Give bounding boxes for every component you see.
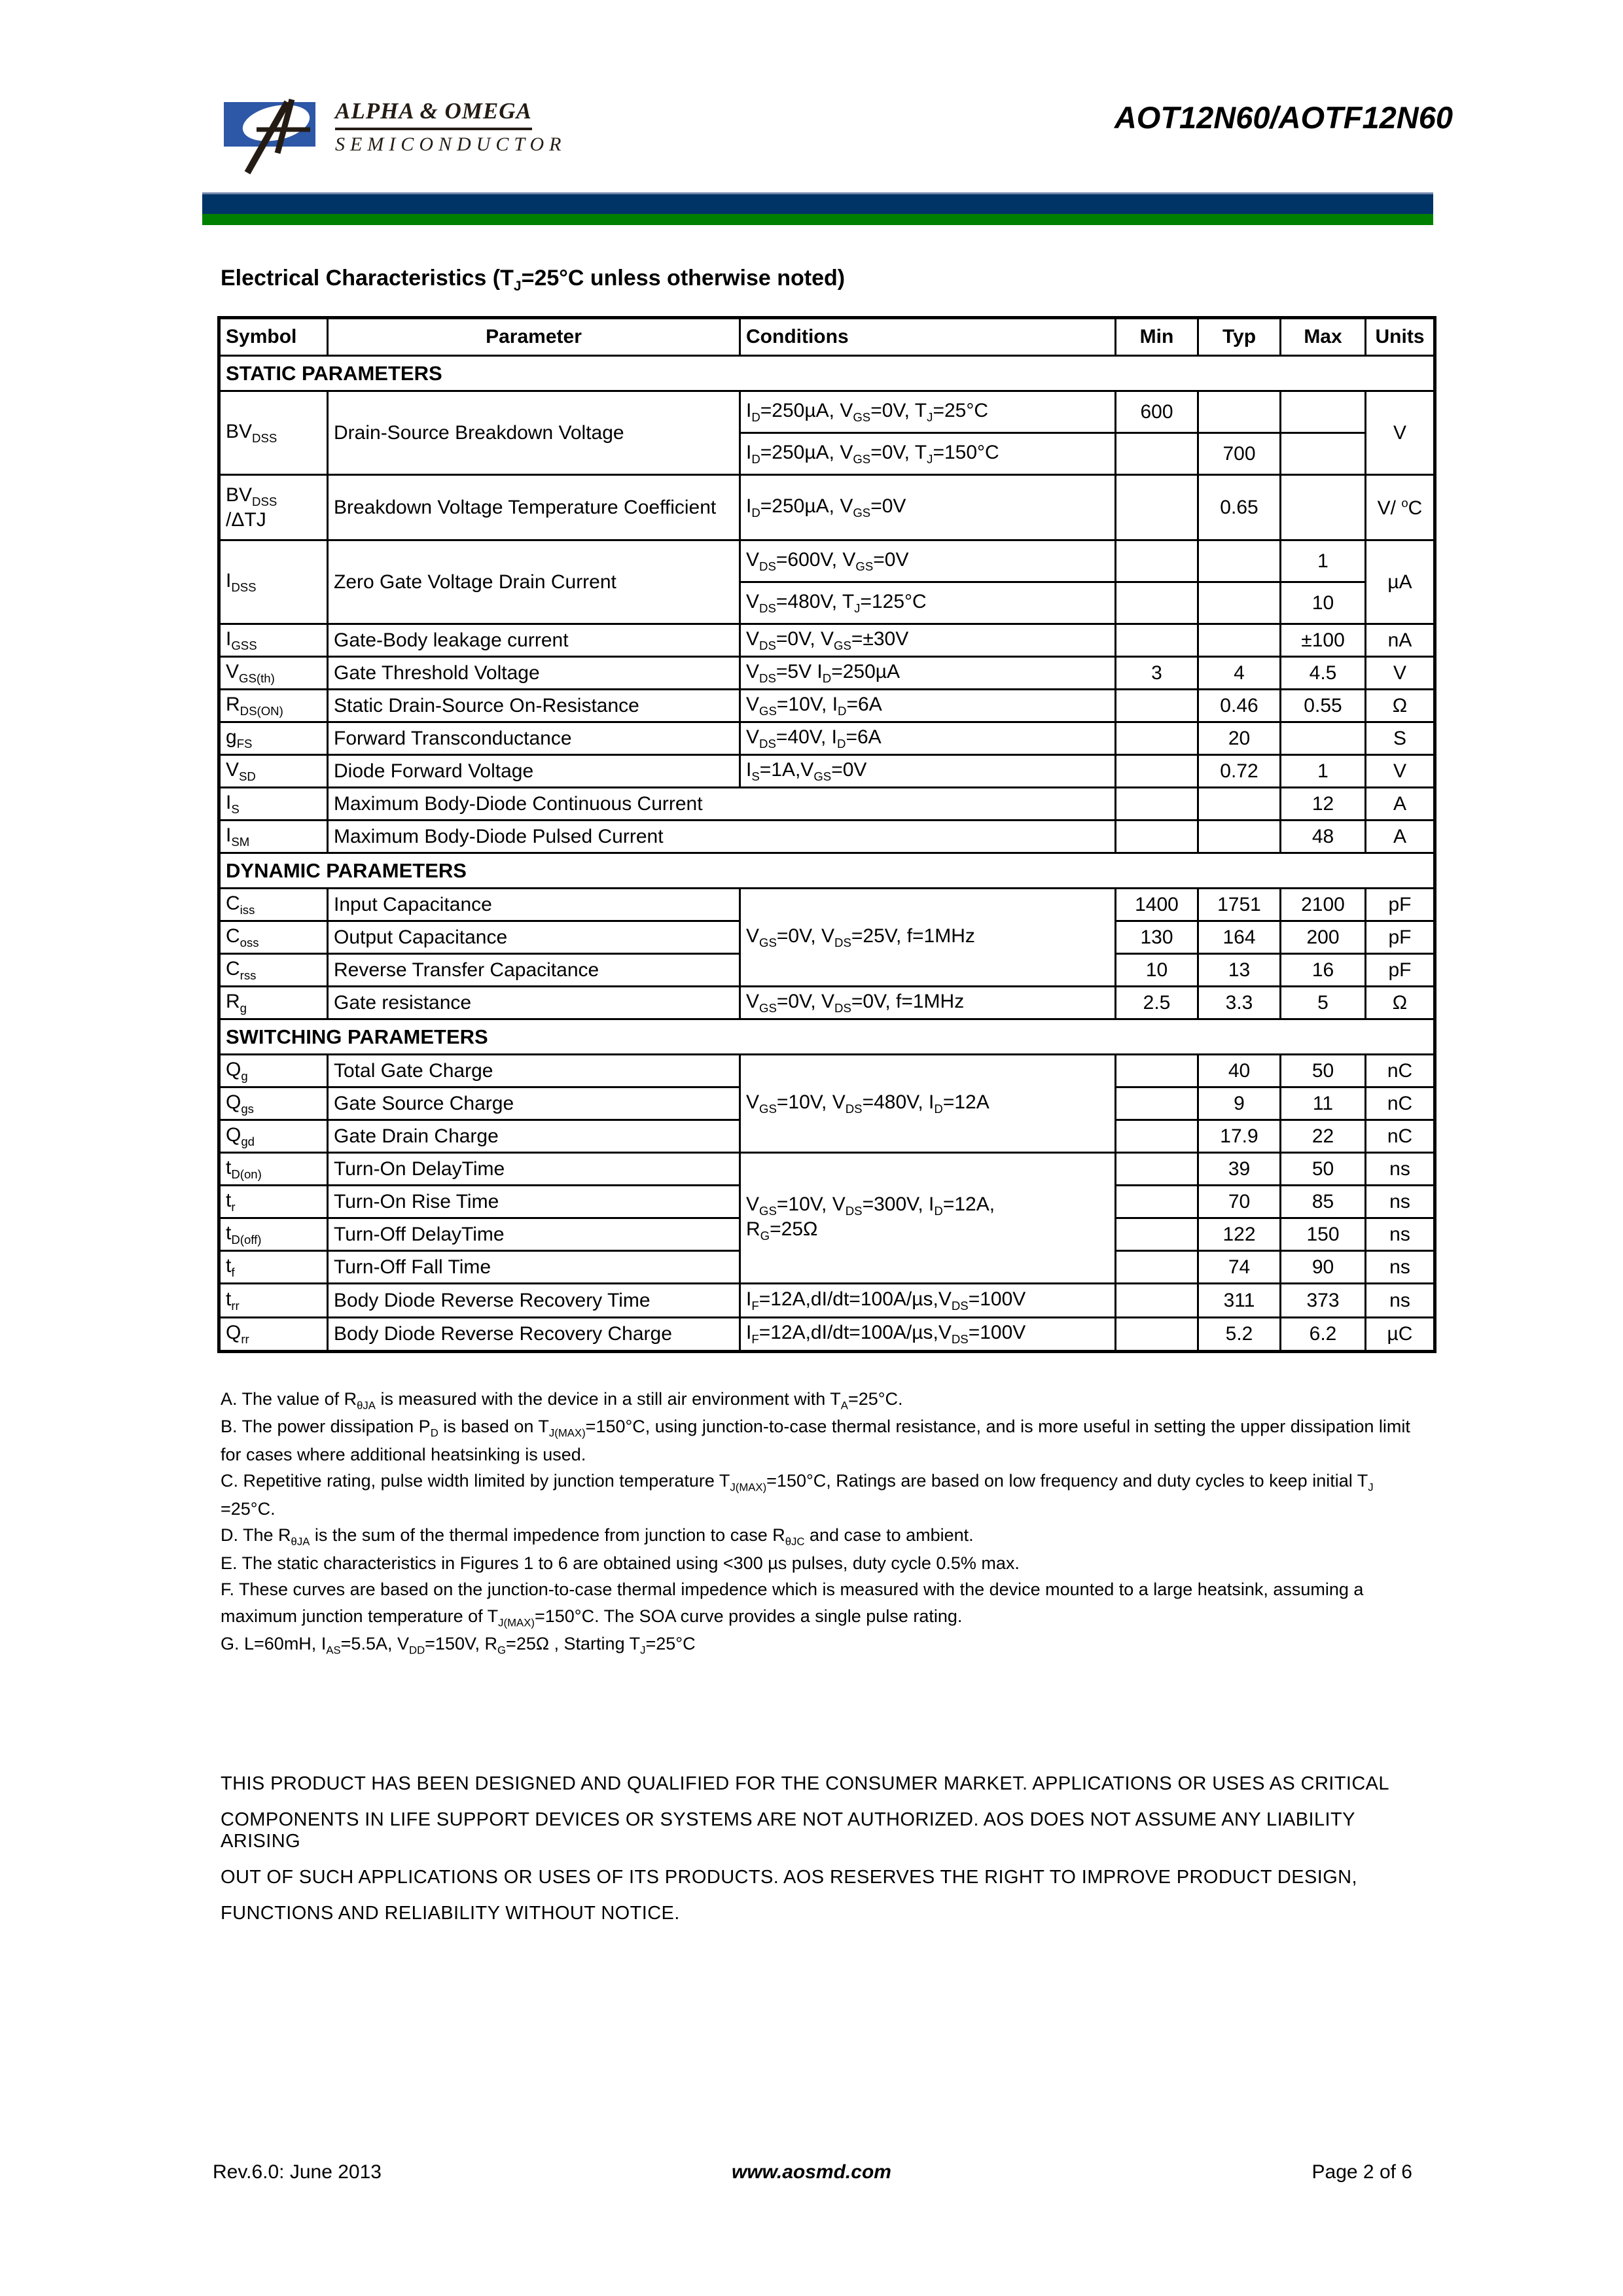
table-cell: Turn-Off Fall Time xyxy=(328,1251,740,1284)
table-cell: $t_{D(off)}$ xyxy=(219,1218,328,1251)
table-cell: Output Capacitance xyxy=(328,921,740,954)
table-cell: 1 xyxy=(1281,540,1366,582)
footnote: E. The static characteristics in Figures 1 to 6 are obtained using <300 µs pulses, duty cycle 0.5% max. xyxy=(221,1553,1020,1573)
table-cell: ns xyxy=(1366,1251,1435,1284)
table-cell: 2.5 xyxy=(1116,987,1198,1019)
table-cell: $BV_{DSS}$ /ΔTJ xyxy=(219,475,328,540)
table-row xyxy=(219,987,1435,1019)
table-cell: Breakdown Voltage Temperature Coefficient xyxy=(328,475,740,540)
table-cell: A xyxy=(1366,788,1435,821)
column-header: Min xyxy=(1116,318,1198,356)
table-cell: 600 xyxy=(1116,391,1198,433)
table-cell xyxy=(1116,1218,1198,1251)
table-cell: $Q_{gd}$ xyxy=(219,1120,328,1153)
column-header: Typ xyxy=(1198,318,1281,356)
table-cell: nC xyxy=(1366,1055,1435,1087)
table-cell: pF xyxy=(1366,889,1435,921)
table-cell: µA xyxy=(1366,540,1435,624)
disclaimer-line: FUNCTIONS AND RELIABILITY WITHOUT NOTICE. xyxy=(221,1903,680,1924)
table-row xyxy=(219,1055,1435,1087)
table-row xyxy=(219,391,1435,433)
table-cell xyxy=(1281,475,1366,540)
part-number: AOT12N60/AOTF12N60 xyxy=(1114,100,1453,135)
table-cell: 5.2 xyxy=(1198,1318,1281,1352)
footnote: A. The value of $R_{\theta JA}$ is measured with the device in a still air environment with $T_A=25^\circ C$. xyxy=(221,1389,903,1412)
table-cell: ns xyxy=(1366,1284,1435,1318)
table-cell: 39 xyxy=(1198,1153,1281,1186)
table-cell: V xyxy=(1366,657,1435,690)
table-cell: 164 xyxy=(1198,921,1281,954)
table-cell: 6.2 xyxy=(1281,1318,1366,1352)
table-cell xyxy=(1116,1284,1198,1318)
table-cell: $V_{GS}=10V$, $I_D=6A$ xyxy=(740,690,1116,722)
table-cell: $I_D=250\mu A$, $V_{GS}=0V$, $T_J=25^\circ C$ xyxy=(740,391,1116,433)
table-cell xyxy=(1116,624,1198,657)
table-row xyxy=(219,821,1435,853)
section-row xyxy=(219,356,1435,391)
table-cell: Static Drain-Source On-Resistance xyxy=(328,690,740,722)
disclaimer-line: THIS PRODUCT HAS BEEN DESIGNED AND QUALIFIED FOR THE CONSUMER MARKET. APPLICATIONS OR USES AS CRITICAL xyxy=(221,1773,1389,1794)
table-cell xyxy=(1281,433,1366,475)
table-row xyxy=(219,1153,1435,1186)
table-cell: 4.5 xyxy=(1281,657,1366,690)
table-cell: Gate Drain Charge xyxy=(328,1120,740,1153)
table-cell: 700 xyxy=(1198,433,1281,475)
table-cell xyxy=(1198,540,1281,582)
table-cell: 1 xyxy=(1281,755,1366,788)
table-cell xyxy=(1281,722,1366,755)
table-cell: $V_{DS}=40V$, $I_D=6A$ xyxy=(740,722,1116,755)
column-header: Conditions xyxy=(740,318,1116,356)
table-cell: $C_{rss}$ xyxy=(219,954,328,987)
table-cell: $V_{GS}=10V$, $V_{DS}=480V$, $I_D=12A$ xyxy=(740,1055,1116,1153)
table-cell xyxy=(1116,722,1198,755)
table-cell: $V_{GS(th)}$ xyxy=(219,657,328,690)
table-cell: V xyxy=(1366,755,1435,788)
table-row xyxy=(219,722,1435,755)
column-header: Units xyxy=(1366,318,1435,356)
table-cell xyxy=(1198,821,1281,853)
table-row xyxy=(219,624,1435,657)
table-cell: 10 xyxy=(1281,582,1366,624)
table-cell: A xyxy=(1366,821,1435,853)
page-title: Electrical Characteristics ($T_J=25^\circ C$ unless otherwise noted) xyxy=(221,266,846,294)
table-cell: 373 xyxy=(1281,1284,1366,1318)
footnote: D. The $R_{\theta JA}$ is the sum of the thermal impedence from junction to case $R_{\theta JC}$ and case to ambient. xyxy=(221,1525,974,1548)
table-row xyxy=(219,788,1435,821)
table-cell: 5 xyxy=(1281,987,1366,1019)
table-cell xyxy=(1116,755,1198,788)
table-cell: $V_{DS}=5V$ $I_D=250\mu A$ xyxy=(740,657,1116,690)
table-cell: $I_S=1A,V_{GS}=0V$ xyxy=(740,755,1116,788)
table-cell: Gate-Body leakage current xyxy=(328,624,740,657)
table-cell: $I_F=12A,dI/dt=100A/\mu s,V_{DS}=100V$ xyxy=(740,1284,1116,1318)
disclaimer-line: OUT OF SUCH APPLICATIONS OR USES OF ITS PRODUCTS. AOS RESERVES THE RIGHT TO IMPROVE PRODUCT DESIGN, xyxy=(221,1867,1357,1888)
table-cell xyxy=(1116,788,1198,821)
table-cell: 12 xyxy=(1281,788,1366,821)
table-cell: nA xyxy=(1366,624,1435,657)
table-cell: $I_D=250\mu A$, $V_{GS}=0V$ xyxy=(740,475,1116,540)
table-cell: pF xyxy=(1366,954,1435,987)
table-cell: 48 xyxy=(1281,821,1366,853)
electrical-characteristics-table xyxy=(217,316,1436,1353)
table-cell: $V_{GS}=0V$, $V_{DS}=25V$, f=1MHz xyxy=(740,889,1116,987)
navy-divider-bar xyxy=(202,192,1433,214)
table-cell: 70 xyxy=(1198,1186,1281,1218)
table-cell: 1400 xyxy=(1116,889,1198,921)
table-cell: Body Diode Reverse Recovery Charge xyxy=(328,1318,740,1352)
table-cell: $R_g$ xyxy=(219,987,328,1019)
table-cell: $t_{D(on)}$ xyxy=(219,1153,328,1186)
table-cell: 0.72 xyxy=(1198,755,1281,788)
brand-line1: ALPHA & OMEGA xyxy=(335,98,532,130)
table-cell xyxy=(1116,1120,1198,1153)
table-cell xyxy=(1116,1186,1198,1218)
table-cell: 50 xyxy=(1281,1153,1366,1186)
table-cell: Zero Gate Voltage Drain Current xyxy=(328,540,740,624)
table-cell xyxy=(1116,1087,1198,1120)
table-cell xyxy=(1116,1153,1198,1186)
table-cell: Turn-On Rise Time xyxy=(328,1186,740,1218)
table-cell xyxy=(1198,391,1281,433)
table-cell xyxy=(1116,821,1198,853)
table-row xyxy=(219,755,1435,788)
table-cell: Gate Source Charge xyxy=(328,1087,740,1120)
table-cell: pF xyxy=(1366,921,1435,954)
table-cell xyxy=(1116,690,1198,722)
footnote: G. L=60mH, $I_{AS}=5.5A$, $V_{DD}=150V$, $R_G=25\Omega$ , Starting $T_J=25^\circ C$ xyxy=(221,1634,696,1657)
table-row xyxy=(219,475,1435,540)
table-cell: Forward Transconductance xyxy=(328,722,740,755)
table-cell xyxy=(1198,624,1281,657)
table-cell: $BV_{DSS}$ xyxy=(219,391,328,475)
table-cell: ns xyxy=(1366,1153,1435,1186)
footnote: C. Repetitive rating, pulse width limited by junction temperature $T_{J(MAX)}=150^\circ C$, Ratings are based on low frequency and duty cycles to keep initial $T_J =25^\circ C$. xyxy=(221,1471,1374,1519)
column-header: Symbol xyxy=(219,318,328,356)
table-cell xyxy=(1116,582,1198,624)
table-cell: 122 xyxy=(1198,1218,1281,1251)
table-cell: Maximum Body-Diode Continuous Current xyxy=(328,788,1116,821)
table-cell xyxy=(1116,433,1198,475)
table-cell: $t_r$ xyxy=(219,1186,328,1218)
table-cell: 3.3 xyxy=(1198,987,1281,1019)
table-cell: 0.65 xyxy=(1198,475,1281,540)
brand-line2: SEMICONDUCTOR xyxy=(335,133,567,155)
table-cell: Turn-Off DelayTime xyxy=(328,1218,740,1251)
table-cell: S xyxy=(1366,722,1435,755)
footer-revision: Rev.6.0: June 2013 xyxy=(213,2161,382,2183)
table-cell: 1751 xyxy=(1198,889,1281,921)
table-cell xyxy=(1198,582,1281,624)
aos-logo xyxy=(224,96,329,177)
table-cell: 200 xyxy=(1281,921,1366,954)
column-header: Max xyxy=(1281,318,1366,356)
table-cell: 40 xyxy=(1198,1055,1281,1087)
table-header-row xyxy=(219,318,1435,356)
table-cell: Reverse Transfer Capacitance xyxy=(328,954,740,987)
table-cell: 16 xyxy=(1281,954,1366,987)
table-cell: $I_{SM}$ xyxy=(219,821,328,853)
table-cell: nC xyxy=(1366,1120,1435,1153)
table-cell: ±100 xyxy=(1281,624,1366,657)
table-cell: 17.9 xyxy=(1198,1120,1281,1153)
table-cell: $I_{DSS}$ xyxy=(219,540,328,624)
table-cell: $g_{FS}$ xyxy=(219,722,328,755)
table-cell: Ω xyxy=(1366,987,1435,1019)
table-cell: $I_F=12A,dI/dt=100A/\mu s,V_{DS}=100V$ xyxy=(740,1318,1116,1352)
table-cell: $V_{SD}$ xyxy=(219,755,328,788)
table-cell: 130 xyxy=(1116,921,1198,954)
table-cell: $I_S$ xyxy=(219,788,328,821)
table-cell: nC xyxy=(1366,1087,1435,1120)
table-cell: $t_{rr}$ xyxy=(219,1284,328,1318)
table-cell: 0.55 xyxy=(1281,690,1366,722)
table-cell: $I_D=250\mu A$, $V_{GS}=0V$, $T_J=150^\circ C$ xyxy=(740,433,1116,475)
footer-website: www.aosmd.com xyxy=(732,2161,891,2183)
table-cell xyxy=(1116,1055,1198,1087)
table-row xyxy=(219,889,1435,921)
footnotes xyxy=(221,1386,1431,1659)
table-cell: µC xyxy=(1366,1318,1435,1352)
table-cell: Input Capacitance xyxy=(328,889,740,921)
table-cell: $V_{GS}=10V$, $V_{DS}=300V$, $I_D=12A$, $R_G=25\Omega$ xyxy=(740,1153,1116,1284)
table-cell: V/ $^o$C xyxy=(1366,475,1435,540)
footnote: F. These curves are based on the junction-to-case thermal impedence which is measured with the device mounted to a large heatsink, assuming a maximum junction temperature of $T_{J(MAX)}=150^\circ C$. The SOA curve provides a single pulse rating. xyxy=(221,1580,1364,1629)
table-row xyxy=(219,690,1435,722)
footnote: B. The power dissipation $P_D$ is based on $T_{J(MAX)}=150^\circ C$, using junction-to-case thermal resistance, and is more useful in setting the upper dissipation limit for cases where additional heatsinking is used. xyxy=(221,1417,1410,1464)
table-cell: ns xyxy=(1366,1218,1435,1251)
table-cell xyxy=(1116,1251,1198,1284)
section-label: STATIC PARAMETERS xyxy=(219,356,1435,391)
table-cell xyxy=(1198,788,1281,821)
table-row xyxy=(219,540,1435,582)
table-cell: Total Gate Charge xyxy=(328,1055,740,1087)
table-cell: 0.46 xyxy=(1198,690,1281,722)
table-cell: Gate Threshold Voltage xyxy=(328,657,740,690)
table-cell xyxy=(1116,1318,1198,1352)
table-cell: 311 xyxy=(1198,1284,1281,1318)
table-cell: 50 xyxy=(1281,1055,1366,1087)
table-cell: $C_{oss}$ xyxy=(219,921,328,954)
table-cell: 74 xyxy=(1198,1251,1281,1284)
table-cell: 20 xyxy=(1198,722,1281,755)
ec-table-body xyxy=(219,356,1435,1352)
section-row xyxy=(219,853,1435,889)
table-cell: 10 xyxy=(1116,954,1198,987)
table-cell: 4 xyxy=(1198,657,1281,690)
table-cell: 22 xyxy=(1281,1120,1366,1153)
table-cell xyxy=(1281,391,1366,433)
table-row xyxy=(219,657,1435,690)
table-cell: Turn-On DelayTime xyxy=(328,1153,740,1186)
section-row xyxy=(219,1019,1435,1055)
table-cell: Gate resistance xyxy=(328,987,740,1019)
table-cell xyxy=(1116,475,1198,540)
table-cell: $Q_{gs}$ xyxy=(219,1087,328,1120)
table-cell: Maximum Body-Diode Pulsed Current xyxy=(328,821,1116,853)
table-cell: 150 xyxy=(1281,1218,1366,1251)
table-cell: 13 xyxy=(1198,954,1281,987)
table-cell: ns xyxy=(1366,1186,1435,1218)
table-cell: 11 xyxy=(1281,1087,1366,1120)
table-cell: $V_{DS}=480V$, $T_J=125^\circ C$ xyxy=(740,582,1116,624)
table-row xyxy=(219,1284,1435,1318)
footer-page-number: Page 2 of 6 xyxy=(1311,2161,1412,2183)
table-cell: $V_{DS}=0V$, $V_{GS}=\pm 30V$ xyxy=(740,624,1116,657)
table-cell: 85 xyxy=(1281,1186,1366,1218)
section-label: SWITCHING PARAMETERS xyxy=(219,1019,1435,1055)
table-cell: $V_{GS}=0V$, $V_{DS}=0V$, f=1MHz xyxy=(740,987,1116,1019)
table-cell: $I_{GSS}$ xyxy=(219,624,328,657)
table-cell: 9 xyxy=(1198,1087,1281,1120)
table-cell: V xyxy=(1366,391,1435,475)
green-divider-bar xyxy=(202,214,1433,225)
section-label: DYNAMIC PARAMETERS xyxy=(219,853,1435,889)
disclaimer xyxy=(221,1773,1399,1939)
table-cell: 2100 xyxy=(1281,889,1366,921)
table-cell: $R_{DS(ON)}$ xyxy=(219,690,328,722)
column-header: Parameter xyxy=(328,318,740,356)
table-cell: Ω xyxy=(1366,690,1435,722)
table-cell: $C_{iss}$ xyxy=(219,889,328,921)
brand-text xyxy=(335,98,566,156)
table-cell: $t_f$ xyxy=(219,1251,328,1284)
disclaimer-line: COMPONENTS IN LIFE SUPPORT DEVICES OR SYSTEMS ARE NOT AUTHORIZED. AOS DOES NOT ASSUME ANY LIABILITY ARISING xyxy=(221,1809,1355,1852)
table-cell: $V_{DS}=600V$, $V_{GS}=0V$ xyxy=(740,540,1116,582)
table-cell: Drain-Source Breakdown Voltage xyxy=(328,391,740,475)
table-cell: $Q_g$ xyxy=(219,1055,328,1087)
table-cell: $Q_{rr}$ xyxy=(219,1318,328,1352)
table-cell: 90 xyxy=(1281,1251,1366,1284)
table-cell xyxy=(1116,540,1198,582)
table-cell: Diode Forward Voltage xyxy=(328,755,740,788)
table-cell: Body Diode Reverse Recovery Time xyxy=(328,1284,740,1318)
table-cell: 3 xyxy=(1116,657,1198,690)
table-row xyxy=(219,1318,1435,1352)
